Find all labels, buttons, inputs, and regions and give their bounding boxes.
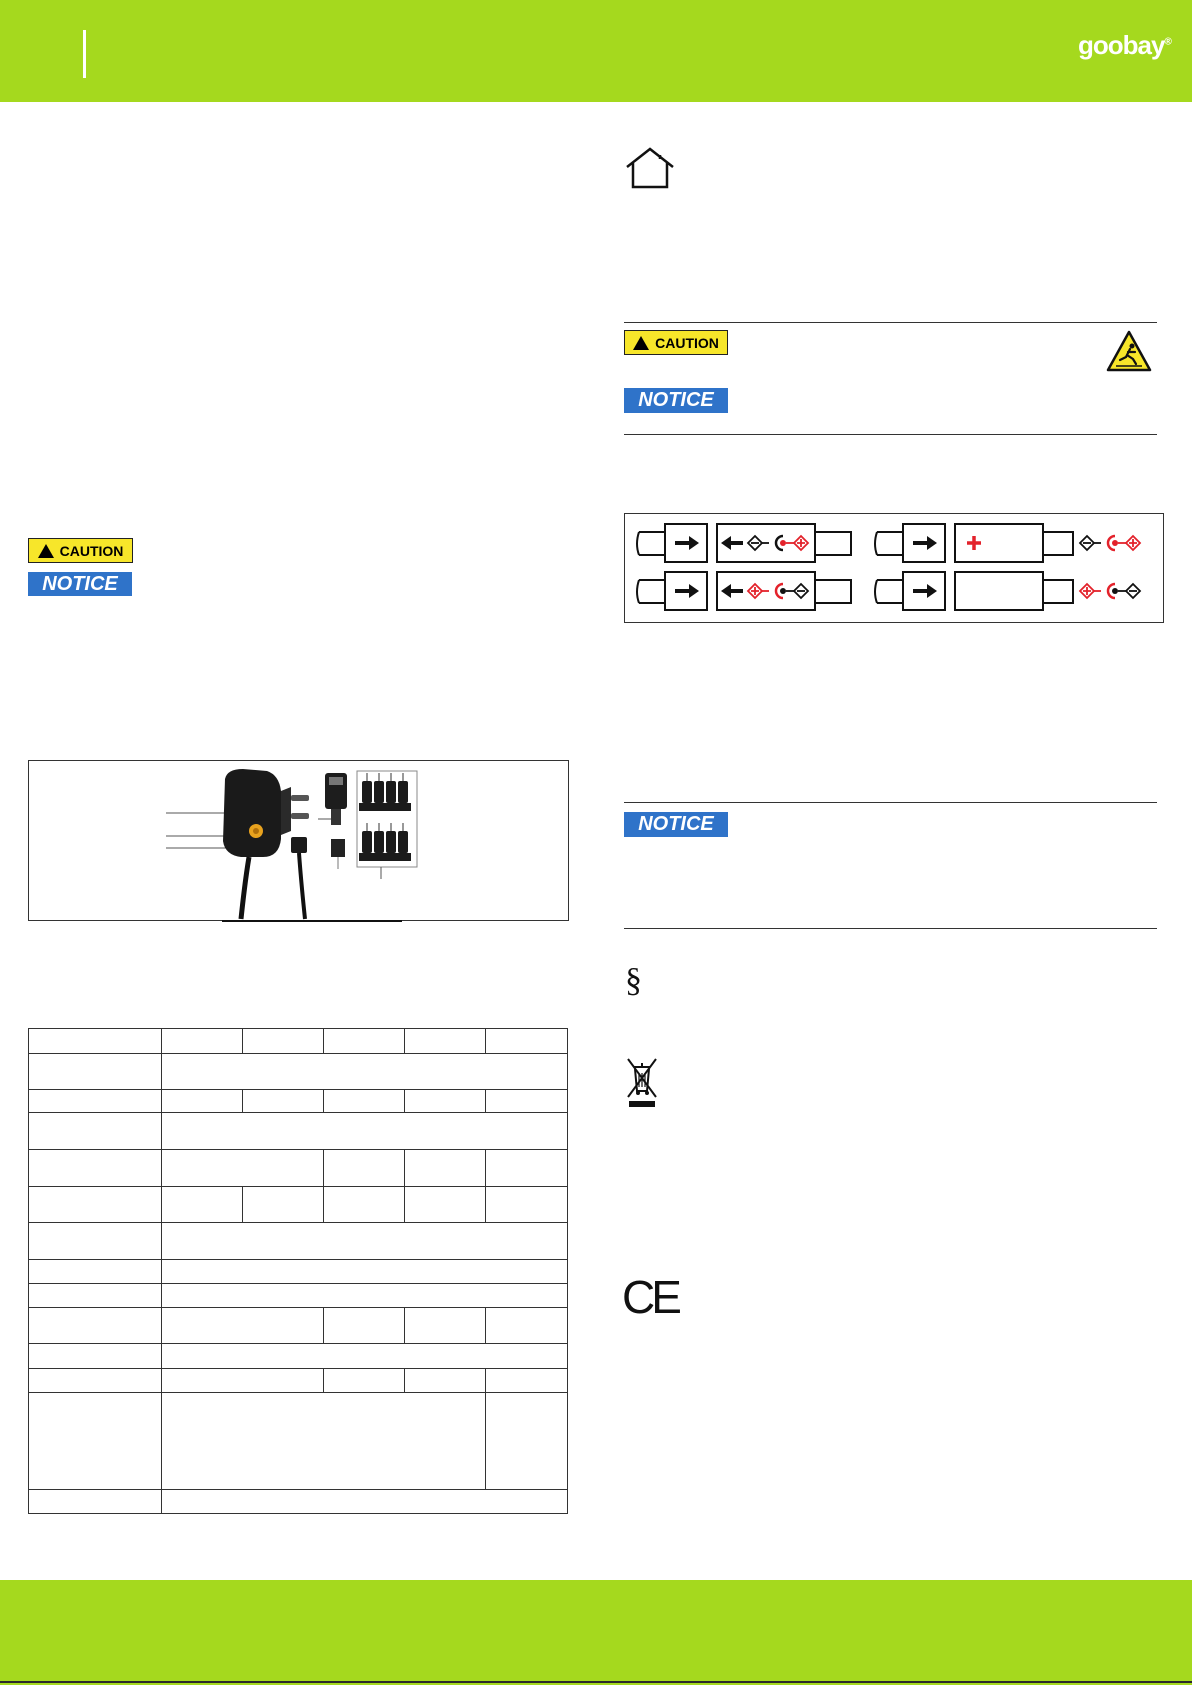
house-outline-icon bbox=[624, 147, 676, 189]
table-row bbox=[29, 1187, 568, 1223]
ce-mark-icon: CE bbox=[622, 1271, 678, 1323]
notice-label: NOTICE bbox=[42, 572, 118, 595]
caution-label: CAUTION bbox=[59, 542, 124, 559]
crossed-out-wheelie-bin-icon bbox=[626, 1055, 658, 1109]
table-row bbox=[29, 1090, 568, 1113]
table-row bbox=[29, 1223, 568, 1260]
warning-triangle-icon bbox=[633, 336, 649, 350]
notice-label: NOTICE bbox=[638, 389, 714, 411]
table-row bbox=[29, 1344, 568, 1369]
table-row bbox=[29, 1490, 568, 1514]
polarity-settings-illustration bbox=[625, 514, 1163, 622]
table-row bbox=[29, 1113, 568, 1150]
table-row bbox=[29, 1150, 568, 1187]
specification-table bbox=[28, 1028, 568, 1514]
table-row bbox=[29, 1029, 568, 1054]
notice-badge bbox=[28, 572, 132, 596]
brand-logo: goobay® bbox=[1078, 30, 1171, 60]
table-row bbox=[29, 1393, 568, 1490]
footer-line bbox=[0, 1681, 1192, 1683]
section-divider bbox=[624, 802, 1157, 803]
footer-bar bbox=[0, 1580, 1192, 1685]
table-row bbox=[29, 1308, 568, 1344]
header-bar bbox=[0, 0, 1192, 102]
section-divider bbox=[624, 928, 1157, 929]
polarity-diagram bbox=[624, 513, 1164, 623]
notice-badge bbox=[624, 388, 728, 413]
header-divider bbox=[83, 30, 86, 78]
notice-label: NOTICE bbox=[638, 813, 714, 835]
table-row bbox=[29, 1054, 568, 1090]
figure-caption-line bbox=[222, 920, 402, 922]
table-row bbox=[29, 1369, 568, 1393]
paragraph-icon: § bbox=[625, 962, 642, 999]
caution-label: CAUTION bbox=[655, 334, 719, 351]
caution-badge bbox=[624, 330, 728, 355]
notice-badge bbox=[624, 812, 728, 837]
section-divider bbox=[624, 322, 1157, 323]
table-row bbox=[29, 1260, 568, 1284]
section-divider bbox=[624, 434, 1157, 435]
table-row bbox=[29, 1284, 568, 1308]
slip-hazard-warning-icon bbox=[1106, 330, 1152, 372]
warning-triangle-icon bbox=[38, 544, 54, 558]
product-figure bbox=[28, 760, 569, 921]
caution-badge bbox=[28, 538, 133, 563]
power-supply-illustration bbox=[29, 761, 568, 920]
